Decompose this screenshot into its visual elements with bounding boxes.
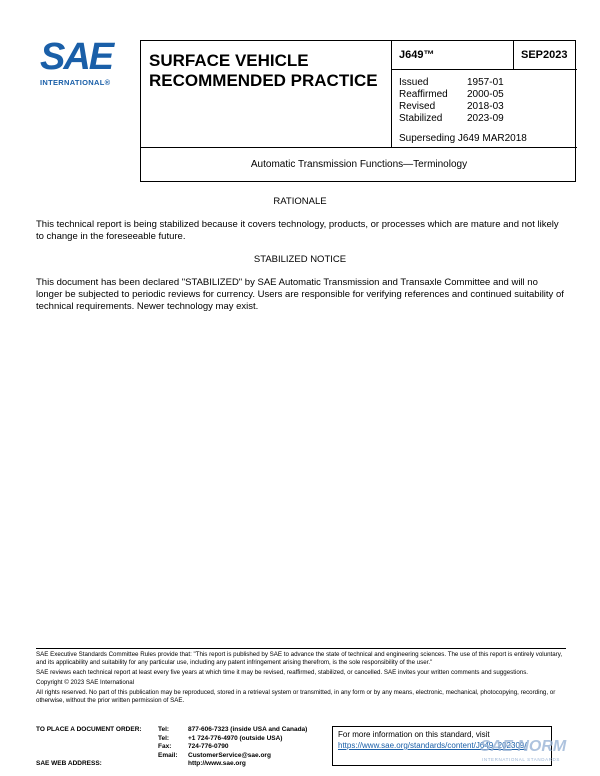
divider [141, 147, 577, 148]
email-link[interactable]: CustomerService@sae.org [188, 751, 271, 759]
standard-link[interactable]: https://www.sae.org/standards/content/J649_202309/ [338, 741, 527, 750]
document-type-line2: RECOMMENDED PRACTICE [149, 71, 378, 90]
divider [513, 41, 514, 69]
stabilized-text: This document has been declared "STABILIZED" by SAE Automatic Transmission and Transaxle Committee and will no longer be subjected to periodic reviews for currency. Users are responsible for verifying references and continued suitability of technical requirements. Newer technology may exist. [36, 277, 564, 312]
revision-history [399, 77, 504, 125]
footer-copyright: Copyright © 2023 SAE International [36, 679, 135, 686]
history-row: Revised 2018-03 [399, 101, 504, 112]
document-type-line1: SURFACE VEHICLE [149, 51, 309, 70]
sae-logo [40, 38, 130, 98]
divider [391, 69, 577, 70]
web-label: SAE WEB ADDRESS: [36, 760, 102, 767]
document-number: J649™ [399, 49, 435, 61]
footer-rights: All rights reserved. No part of this publication may be reproduced, stored in a retrieval system or transmitted, in any form or by any means, electronic, mechanical, photocopying, recording, or otherwise, without the prior written permission of SAE. [36, 689, 556, 704]
history-row: Issued 1957-01 [399, 77, 504, 88]
web-link[interactable]: http://www.sae.org [188, 760, 246, 767]
legal-footer [36, 648, 566, 705]
history-row: Reaffirmed 2000-05 [399, 89, 504, 100]
document-title: Automatic Transmission Functions—Terminology [250, 159, 468, 170]
contact-info: TO PLACE A DOCUMENT ORDER: Tel: 877-606-7323 (inside USA and Canada) Tel: +1 724-776-4970 (outside USA) Fax: 724-776-0790 Email: CustomerService@sae.org SAE WEB ADDRESS: http://www.sae.org [36, 726, 308, 767]
document-date: SEP2023 [521, 49, 568, 61]
order-label: TO PLACE A DOCUMENT ORDER: [36, 726, 142, 733]
document-header [140, 40, 576, 182]
divider [391, 41, 392, 147]
footer-rules: SAE Executive Standards Committee Rules provide that: "This report is published by SAE to advance the state of technical and engineering sciences. The use of this report is entirely voluntary, and its applicability and suitability for any particular use, including any patent infringement arising therefrom, is the sole responsibility of the user." [36, 651, 563, 666]
watermark-subtitle: INTERNATIONAL STANDARDS [482, 757, 560, 762]
rationale-heading: RATIONALE [273, 196, 327, 207]
history-row: Stabilized 2023-09 [399, 113, 504, 124]
rationale-text: This technical report is being stabilized because it covers technology, products, or processes which are mature and not likely to change in the foreseeable future. [36, 219, 559, 242]
watermark: SAE NORM [480, 738, 567, 755]
superseding-note: Superseding J649 MAR2018 [399, 133, 527, 144]
logo-subtitle: INTERNATIONAL® [40, 78, 111, 87]
footer-review: SAE reviews each technical report at least every five years at which time it may be revised, reaffirmed, stabilized, or cancelled. SAE invites your written comments and suggestions. [36, 669, 529, 676]
stabilized-heading: STABILIZED NOTICE [253, 254, 347, 265]
logo-mark: SAE [40, 36, 113, 78]
more-info-text: For more information on this standard, visit [338, 730, 490, 739]
document-type [149, 51, 389, 91]
